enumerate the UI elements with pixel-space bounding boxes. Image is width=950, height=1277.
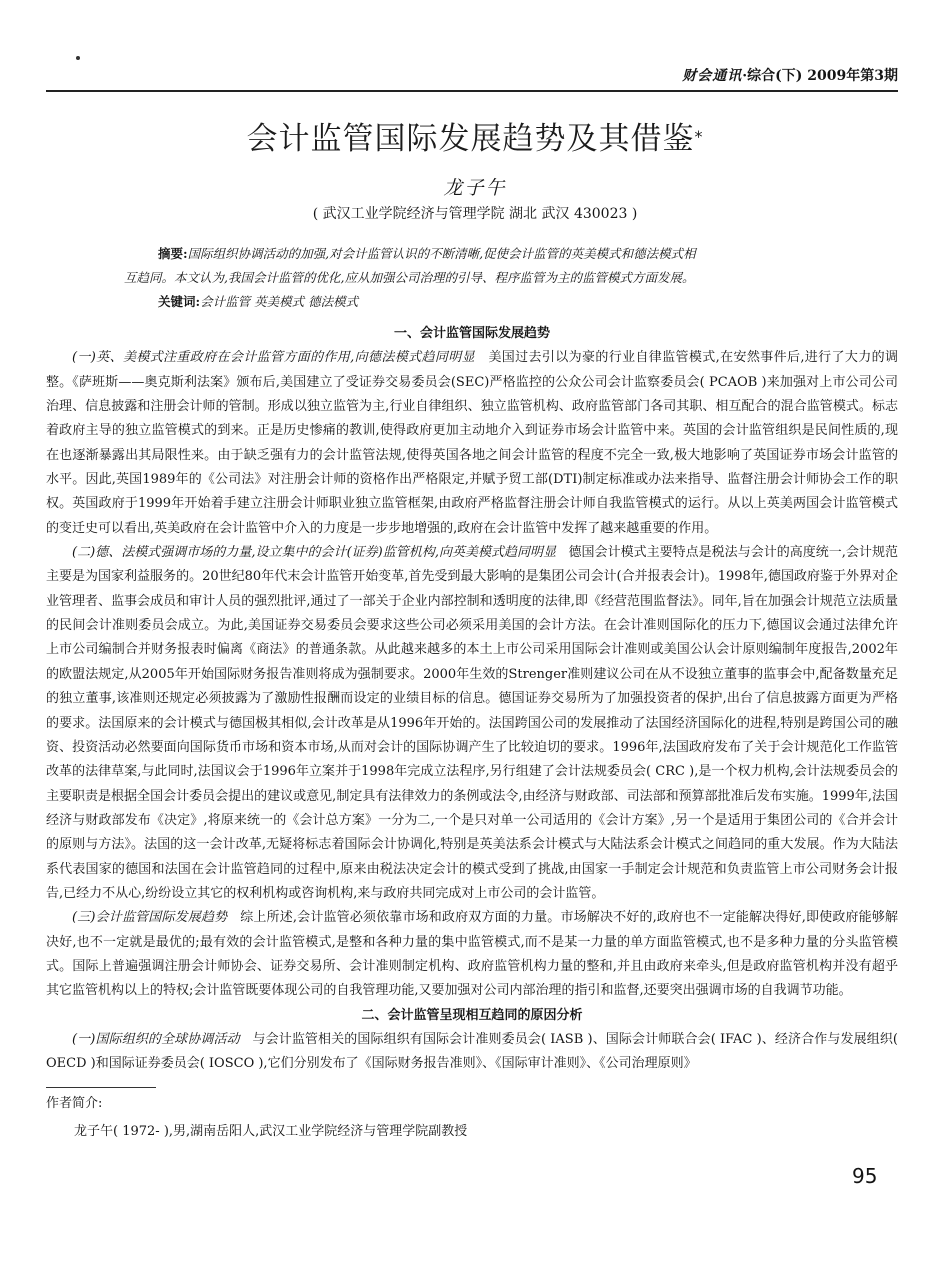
abstract-block: [124, 242, 844, 314]
scan-speck: [76, 56, 80, 60]
paragraph-1-text: 美国过去引以为豪的行业自律监管模式,在安然事件后,进行了大力的调整。《萨班斯——奥克斯利法案》颁布后,美国建立了受证券交易委员会(SEC)严格监控的公众公司会计监察委员会( PCAOB )来加强对上市公司公司治理、信息披露和注册会计师的管制。形成以独立监管为主,行业自律组织、独立监管机构、政府监管部门各司其职、相互配合的混合监管模式。标志着政府主导的独立监管模式的到来。正是历史惨痛的教训,使得政府更加主动地介入到证券市场会计监管中来。英国的会计监管组织是民间性质的,现在也逐渐暴露出其局限性来。由于缺乏强有力的会计监管法规,使得英国各地之间会计监管的程度不完全一致,极大地影响了英国证券市场会计监管的水平。因此,英国1989年的《公司法》对注册会计师的资格作出严格限定,并赋予贸工部(DTI)制定标准或办法来指导、监督注册会计师协会工作的职权。英国政府于1999年开始着手建立注册会计师职业独立监管框架,由政府严格监督注册会计师自我监管模式的运行。从以上英美两国会计监管模式的变迁史可以看出,英美政府在会计监管中介入的力度是一步步地增强的,政府在会计监管中发挥了越来越重要的作用。: [46, 350, 898, 536]
page-number: 95: [852, 1164, 878, 1188]
paragraph-3-text: 综上所述,会计监管必须依靠市场和政府双方面的力量。市场解决不好的,政府也不一定能解决得好,即使政府能够解决好,也不一定就是最优的;最有效的会计监管模式,是整和各种力量的集中监管模式,而不是某一力量的单方面监管模式,也不是多种力量的分头监管模式。国际上普遍强调注册会计师协会、证券交易所、会计准则制定机构、政府监管机构力量的整和,并且由政府来牵头,但是政府监管机构并没有超乎其它监管机构以上的特权;会计监管既要体现公司的自我管理功能,又要加强对公司内部治理的指引和监督,还要突出强调市场的自我调节功能。: [46, 910, 898, 999]
paragraph-2-text: 德国会计模式主要特点是税法与会计的高度统一,会计规范主要是为国家利益服务的。20世纪80年代末会计监管开始变革,首先受到最大影响的是集团公司会计(合并报表会计)。1998年,德国政府鉴于外界对企业管理者、监事会成员和审计人员的强烈批评,通过了一部关于企业内部控制和透明度的法律,即《经营范围监督法》。同年,旨在加强会计规范立法质量的民间会计准则委员会成立。为此,美国证券交易委员会要求这些公司必须采用美国的会计方法。在会计准则国际化的压力下,德国议会通过法律允许上市公司编制合并财务报表时偏离《商法》的普通条款。从此越来越多的本土上市公司采用国际会计准则或美国公认会计原则编制年度报告,2002年的欧盟法规定,从2005年开始国际财务报告准则将成为强制要求。2000年生效的Strenger准则建议公司在从不设独立董事的监事会中,配备数量充足的独立董事,该准则还规定必须披露为了激励性报酬而设定的业绩目标的信息。德国证券交易所为了加强投资者的保护,出台了信息披露方面更为严格的要求。法国原来的会计模式与德国极其相似,会计改革是从1996年开始的。法国跨国公司的发展推动了法国经济国际化的进程,特别是跨国公司的融资、投资活动必然要面向国际货币市场和资本市场,从而对会计的国际协调产生了比较迫切的要求。1996年,法国政府发布了关于会计规范化工作监管改革的法律草案,与此同时,法国议会于1996年立案并于1998年完成立法程序,另行组建了会计法规委员会( CRC ),是一个权力机构,会计法规委员会的主要职责是根据全国会计委员会提出的建议或意见,制定具有法律效力的条例或法令,由经济与财政部、司法部和预算部批准后发布实施。1999年,法国经济与财政部发布《决定》,将原来统一的《会计总方案》一分为二,一个是只对单一公司适用的《会计方案》,另一个是适用于集团公司的《合并会计的原则与方法》。法国的这一会计改革,无疑将标志着国际会计协调化,特别是英美法系会计模式与大陆法系会计模式之间趋同的重大发展。作为大陆法系代表国家的德国和法国在会计监管趋同的过程中,原来由税法决定会计的模式受到了挑战,由国家一手制定会计规范和负责监管上市公司财务会计报告,已经力不从心,纷纷设立其它的权利机构或咨询机构,来与政府共同完成对上市公司的会计监管。: [46, 545, 898, 901]
paragraph-2: [46, 541, 898, 906]
issue-info: ·综合(下) 2009年第3期: [742, 68, 898, 84]
keywords-line: [124, 290, 844, 314]
journal-name: 财会通讯: [682, 68, 743, 84]
footnote-text: 龙子午( 1972- ),男,湖南岳阳人,武汉工业学院经济与管理学院副教授: [74, 1124, 468, 1139]
running-header: [46, 66, 898, 87]
author-name: 龙子午: [443, 177, 507, 199]
title-footnote-mark: *: [694, 127, 704, 146]
abstract-text: 国际组织协调活动的加强,对会计监管认识的不断清晰,促使会计监管的英美模式和德法模式相: [187, 246, 696, 261]
paragraph-3-lead: (三)会计监管国际发展趋势: [72, 910, 228, 926]
title-text: 会计监管国际发展趋势及其借鉴: [246, 121, 695, 157]
article-title: [0, 118, 950, 160]
footnote-label: 作者简介:: [46, 1096, 103, 1111]
header-rule: [46, 90, 898, 92]
paragraph-1-lead: (一)英、美模式注重政府在会计监管方面的作用,向德法模式趋同明显: [72, 350, 475, 366]
abstract-label: 摘要:: [158, 246, 188, 261]
section-heading-1: 一、会计监管国际发展趋势: [393, 326, 550, 341]
paragraph-3: [46, 906, 898, 1003]
footnote-rule: [46, 1087, 156, 1088]
abstract-line-1: [124, 242, 844, 266]
keywords-label: 关键词:: [158, 294, 201, 309]
paragraph-4: [46, 1028, 898, 1077]
section-heading-2: 二、会计监管呈现相互趋同的原因分析: [361, 1007, 583, 1023]
paragraph-2-lead: (二)德、法模式强调市场的力量,设立集中的会计(证券)监管机构,向英美模式趋同明显: [72, 545, 557, 561]
paragraph-4-text: 与会计监管相关的国际组织有国际会计准则委员会( IASB )、国际会计师联合会( IFAC )、经济合作与发展组织( OECD )和国际证券委员会( IOSCO ),它们分别发布了《国际财务报告准则》、《国际审计准则》、《公司治理原则》: [46, 1031, 899, 1072]
article-body: [46, 322, 898, 1077]
paragraph-1: [46, 346, 898, 541]
author-affiliation: ( 武汉工业学院经济与管理学院 湖北 武汉 430023 ): [312, 206, 638, 222]
keywords-text: 会计监管 英美模式 德法模式: [200, 294, 359, 309]
abstract-line-2: 互趋同。本文认为,我国会计监管的优化,应从加强公司治理的引导、程序监管为主的监管模式方面发展。: [124, 270, 695, 285]
paragraph-4-lead: (一)国际组织的全球协调活动: [72, 1031, 240, 1047]
